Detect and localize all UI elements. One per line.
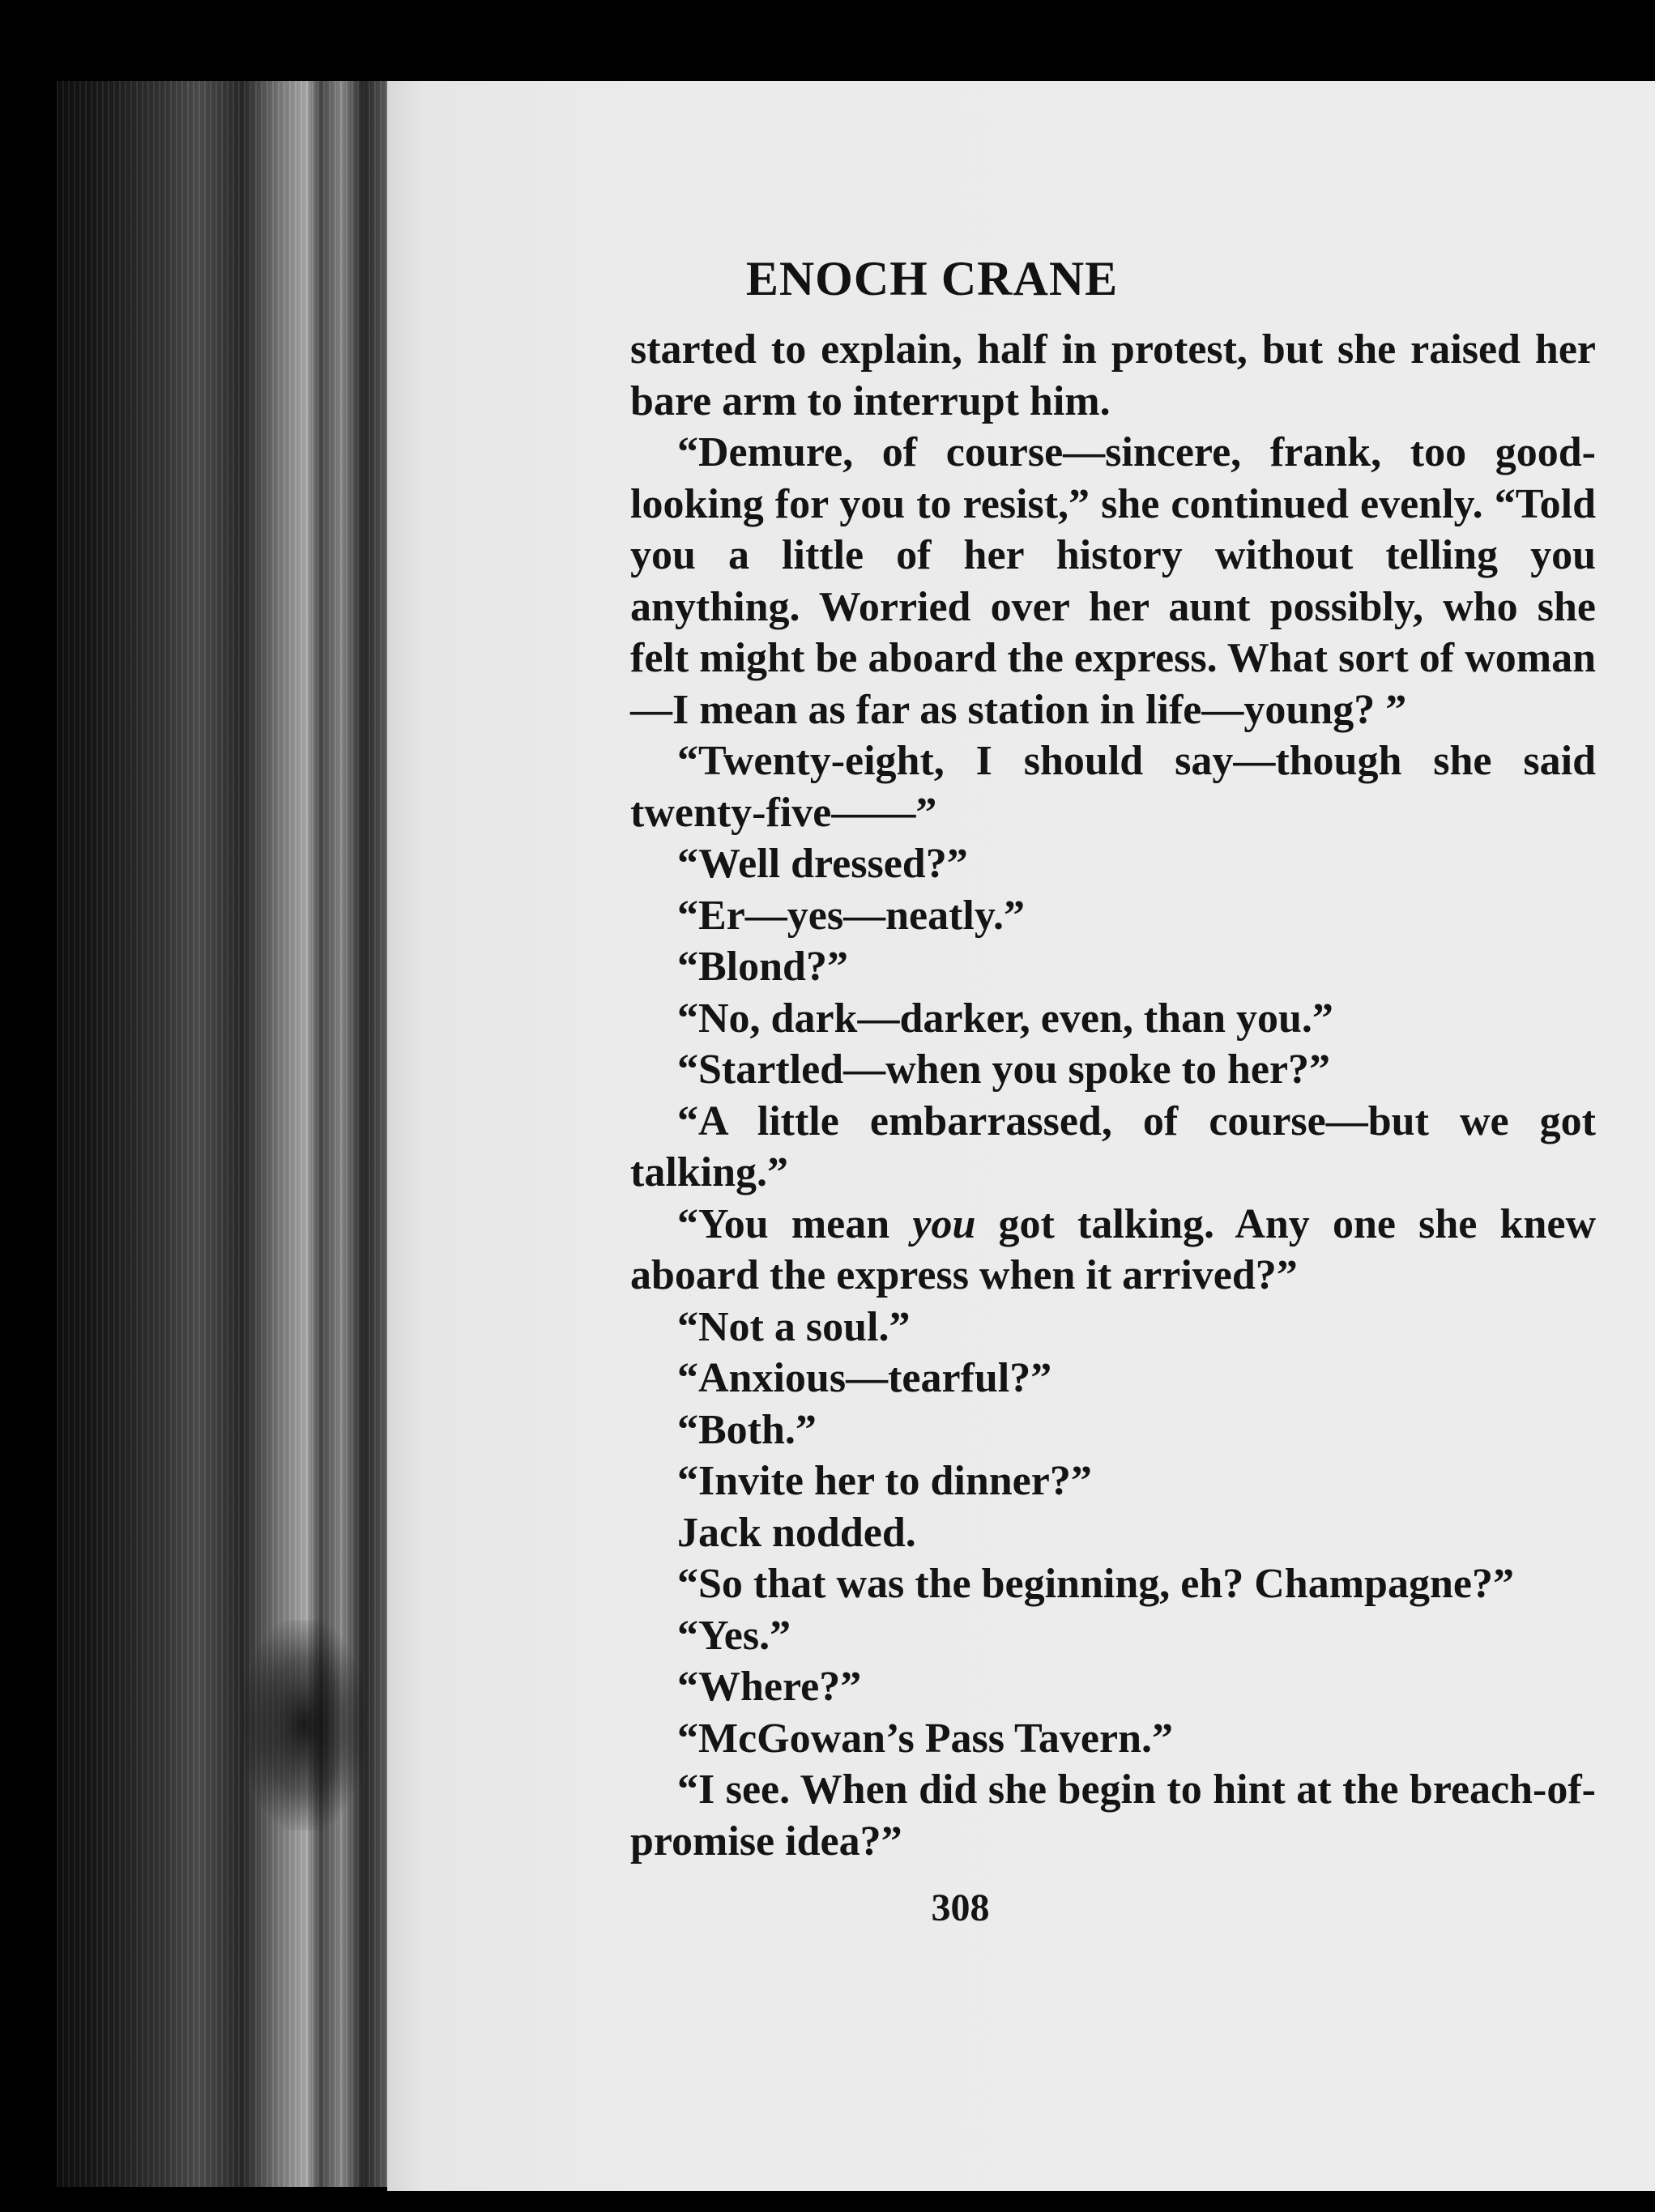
paragraph: “Anxious—tearful?” <box>677 1355 1052 1401</box>
paragraph: Jack nodded. <box>677 1509 916 1556</box>
body-text <box>630 324 1596 1867</box>
book-fore-edge <box>57 81 413 2187</box>
paragraph: “A little embarrassed, of course—but we got talking.” <box>630 1097 1596 1196</box>
paragraph: “Blond?” <box>677 944 848 990</box>
italic-word: you <box>912 1200 976 1247</box>
paragraph: “Demure, of course—sincere, frank, too good-looking for you to resist,” she continued evenly. “Told you a little of her history without telling you anything. Worried over her aunt possibly, who she felt might be aboard the express. What sort of woman—I mean as far as station in life—young? ” <box>630 429 1596 733</box>
paragraph: “So that was the beginning, eh? Champagne?” <box>677 1561 1514 1607</box>
paragraph: “Both.” <box>677 1406 817 1453</box>
paragraph: “Where?” <box>677 1664 862 1710</box>
paragraph: “Startled—when you spoke to her?” <box>677 1046 1331 1093</box>
text-run: “You mean <box>677 1200 913 1247</box>
running-head: ENOCH CRANE <box>745 252 1119 305</box>
paragraph: “Not a soul.” <box>677 1303 911 1350</box>
paragraph: “Invite her to dinner?” <box>677 1458 1092 1504</box>
paragraph: “Well dressed?” <box>677 841 968 887</box>
paragraph: “Yes.” <box>677 1612 791 1659</box>
paragraph: “McGowan’s Pass Tavern.” <box>677 1715 1173 1762</box>
paragraph: “I see. When did she begin to hint at the breach-of-promise idea?” <box>630 1767 1596 1865</box>
paragraph <box>630 1199 1596 1302</box>
paragraph: “Twenty-eight, I should say—though she said twenty-five——” <box>630 738 1596 836</box>
paragraph: “No, dark—darker, even, than you.” <box>677 995 1333 1042</box>
text-run: got talking. Any one she knew aboard the express when it arrived?” <box>630 1200 1596 1298</box>
edge-stain <box>243 1620 365 1831</box>
paragraph: started to explain, half in protest, but she raised her bare arm to interrupt him. <box>630 326 1596 424</box>
page-sheet <box>387 81 1655 2191</box>
page-number: 308 <box>931 1886 990 1929</box>
paragraph: “Er—yes—neatly.” <box>677 892 1025 939</box>
